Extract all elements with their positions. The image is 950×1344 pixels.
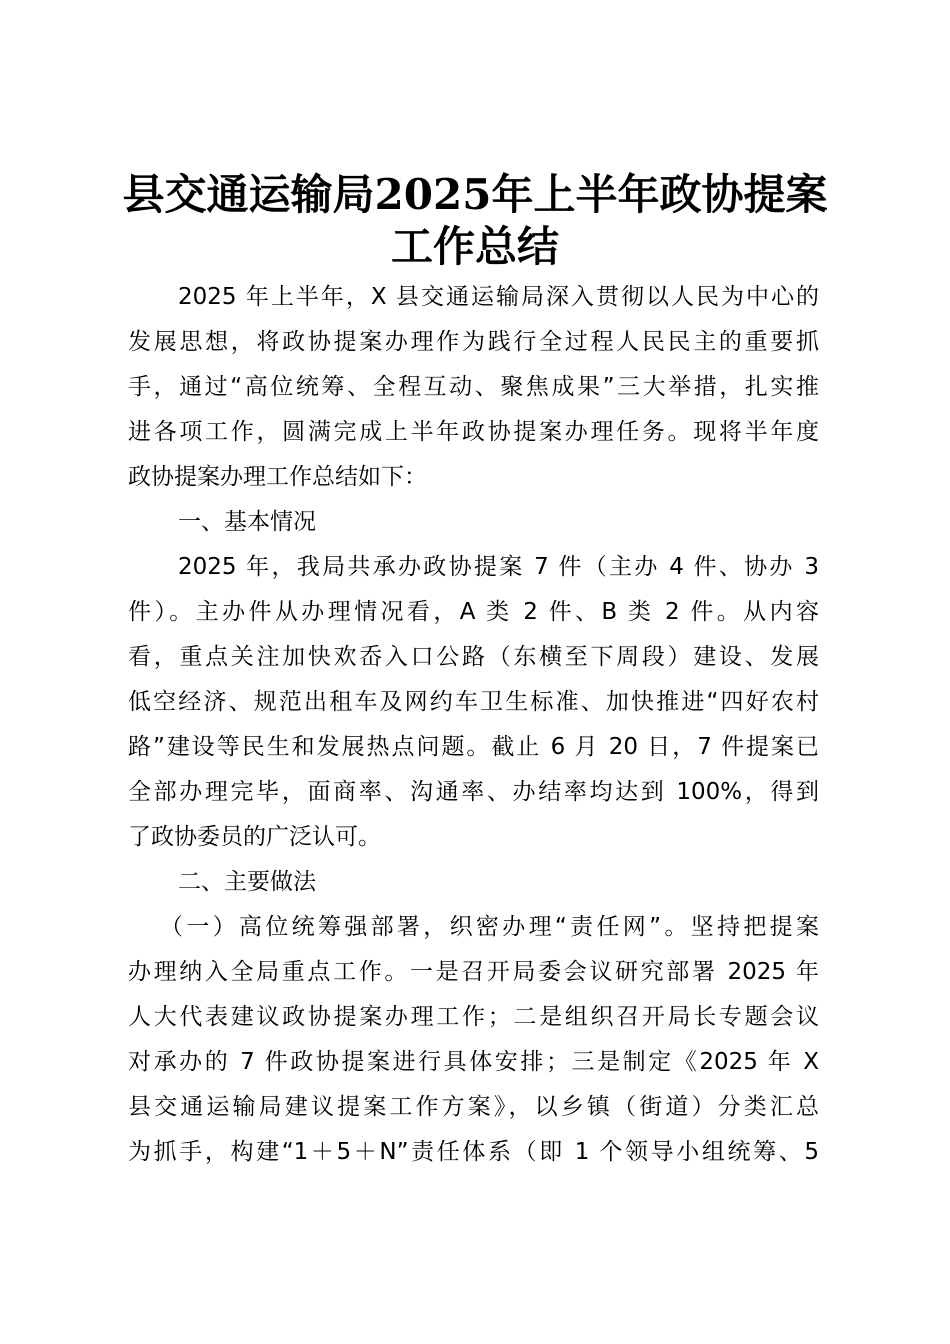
paragraph-line: 低空经济、规范出租车及网约车卫生标准、加快推进“四好农村 xyxy=(128,689,819,715)
paragraph-line: 件）。主办件从办理情况看，A 类 2 件、B 类 2 件。从内容 xyxy=(128,599,819,625)
paragraph-line: 2025 年，我局共承办政协提案 7 件（主办 4 件、协办 3 xyxy=(178,554,819,580)
paragraph-line: 进各项工作，圆满完成上半年政协提案办理任务。现将半年度 xyxy=(128,419,819,445)
section-heading: 二、主要做法 xyxy=(178,869,316,895)
paragraph-line: 全部办理完毕，面商率、沟通率、办结率均达到 100%，得到 xyxy=(128,779,819,805)
paragraph-line: 手，通过“高位统筹、全程互动、聚焦成果”三大举措，扎实推 xyxy=(128,374,819,400)
paragraph-line: 人大代表建议政协提案办理工作；二是组织召开局长专题会议 xyxy=(128,1004,819,1030)
paragraph-line: 政协提案办理工作总结如下： xyxy=(128,464,427,490)
paragraph-line: 路”建设等民生和发展热点问题。截止 6 月 20 日，7 件提案已 xyxy=(128,734,819,760)
paragraph-line: 对承办的 7 件政协提案进行具体安排；三是制定《2025 年 X xyxy=(128,1049,819,1075)
paragraph-line: 为抓手，构建“1＋5＋N”责任体系（即 1 个领导小组统筹、5 xyxy=(128,1139,819,1165)
paragraph-line: 县交通运输局建议提案工作方案》，以乡镇（街道）分类汇总 xyxy=(128,1094,819,1120)
paragraph-line: 看，重点关注加快欢岙入口公路（东横至下周段）建设、发展 xyxy=(128,644,819,670)
document-title-line-2: 工作总结 xyxy=(390,222,559,271)
section-heading: 一、基本情况 xyxy=(178,509,316,535)
paragraph-line: 2025 年上半年，X 县交通运输局深入贯彻以人民为中心的 xyxy=(178,284,819,310)
paragraph-line: 了政协委员的广泛认可。 xyxy=(128,824,381,850)
paragraph-line: 办理纳入全局重点工作。一是召开局委会议研究部署 2025 年 xyxy=(128,959,819,985)
paragraph-line: 发展思想，将政协提案办理作为践行全过程人民民主的重要抓 xyxy=(128,329,819,355)
paragraph-line: （一）高位统筹强部署，织密办理“责任网”。坚持把提案 xyxy=(160,914,819,940)
document-title-line-1: 县交通运输局2025年上半年政协提案 xyxy=(122,170,828,219)
